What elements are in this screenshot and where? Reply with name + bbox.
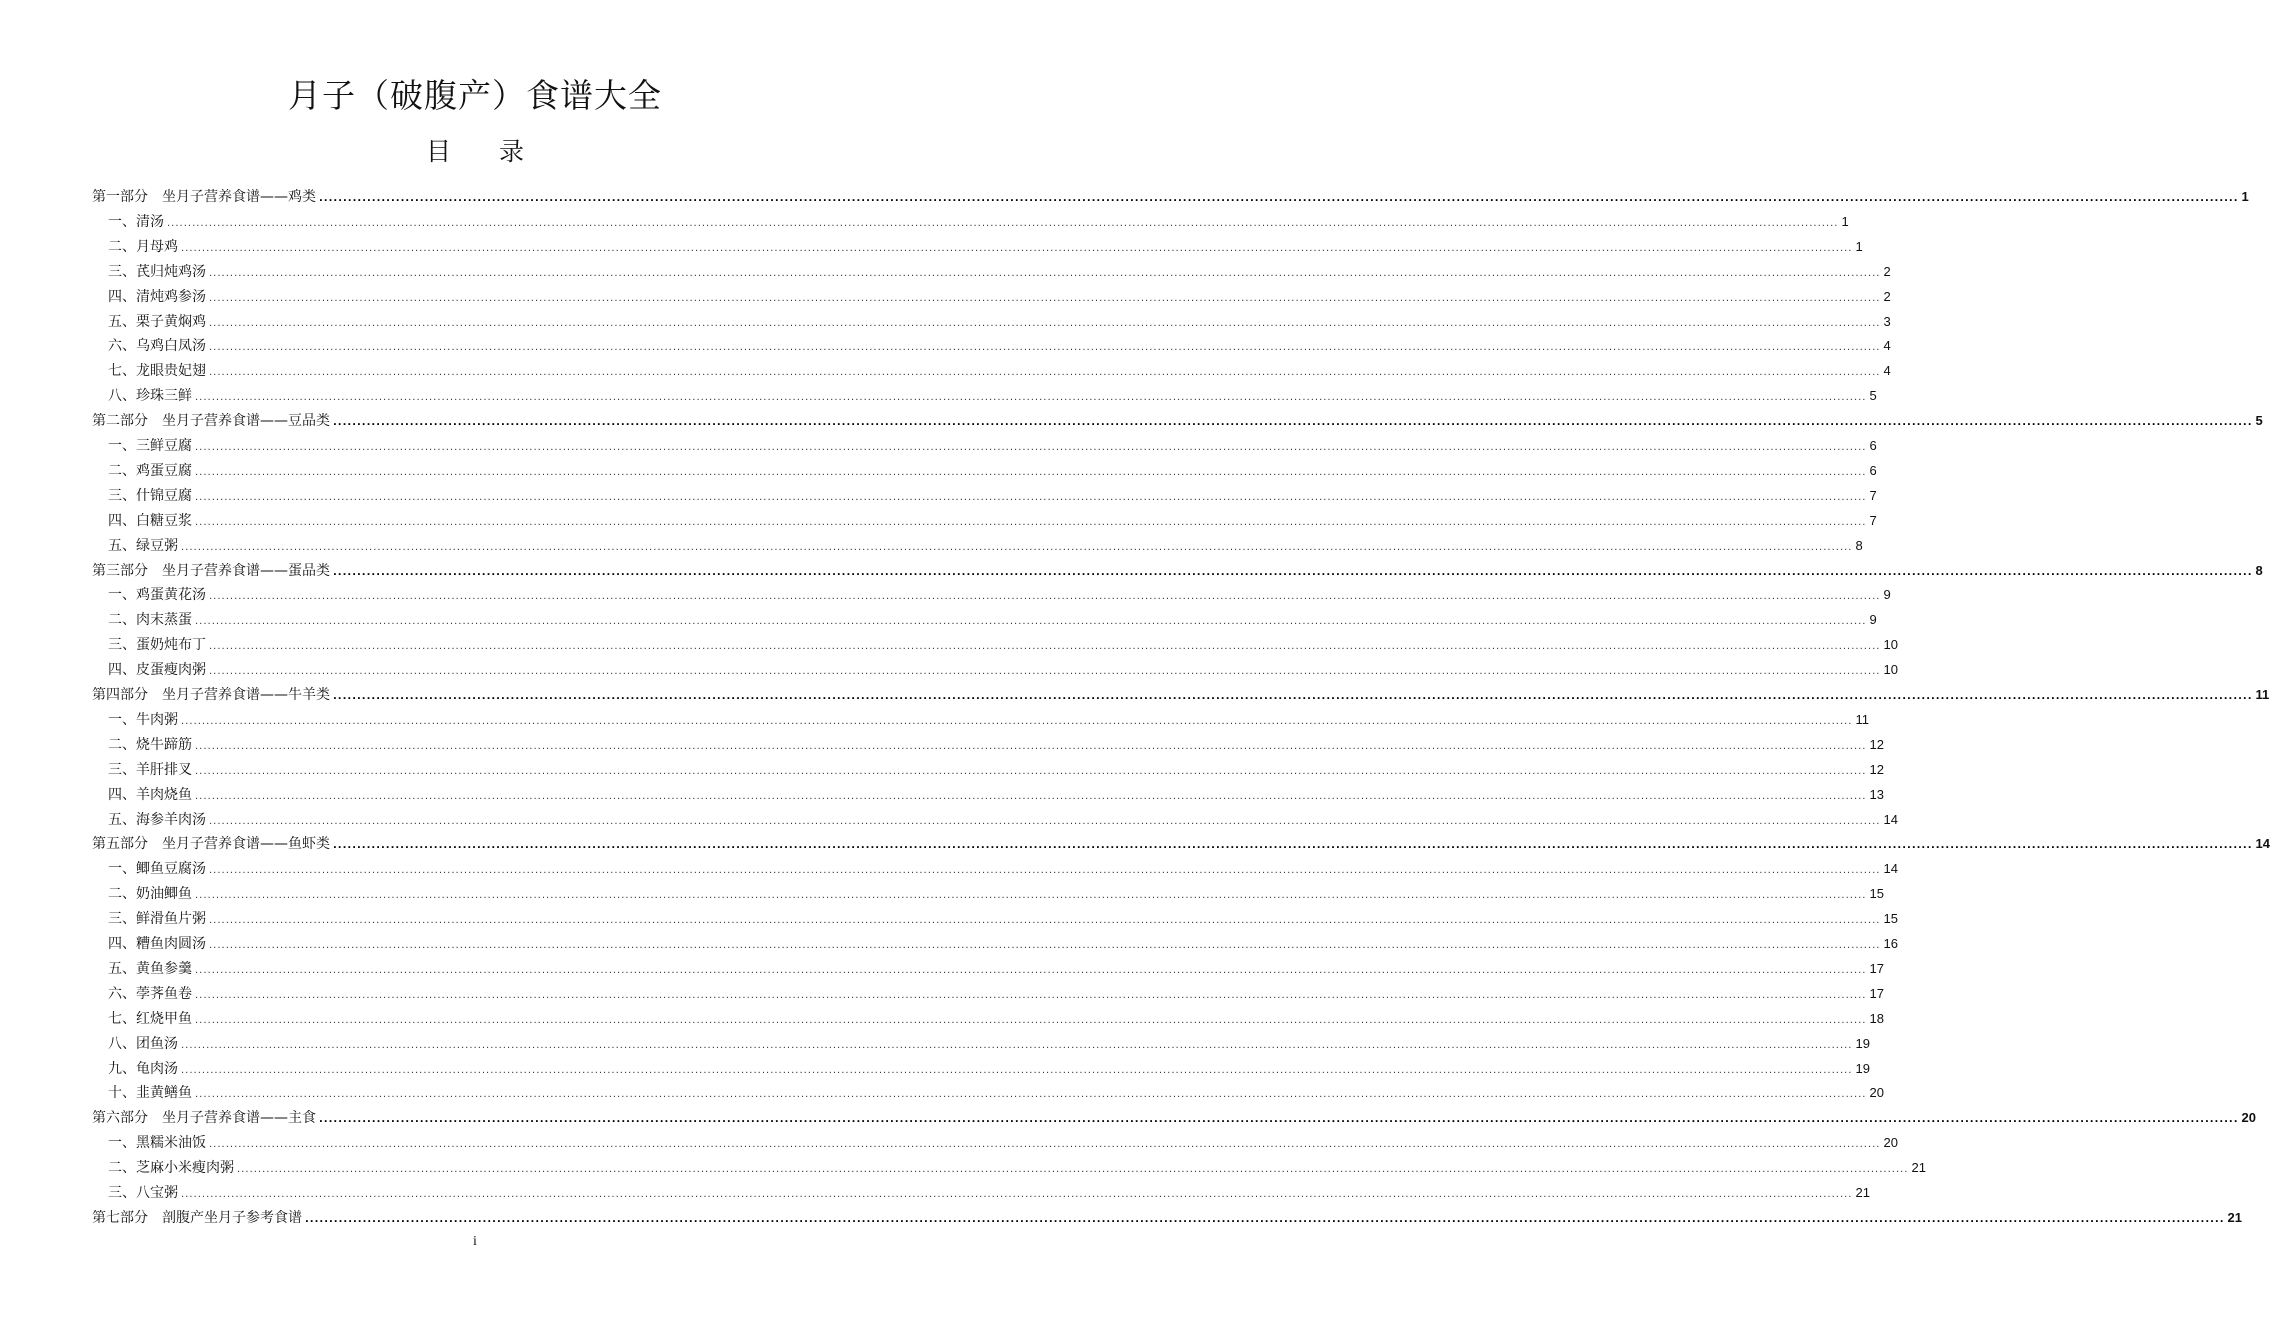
toc-item-entry[interactable] — [108, 609, 1877, 631]
toc-item-entry[interactable] — [108, 535, 1863, 557]
toc-dot-leader: ................................................................................................................................................................................................................................................................................................................................................................................................................ — [195, 616, 1867, 627]
toc-dot-leader: ................................................................................................................................................................................................................................................................................................................................................................................................................ — [209, 666, 1881, 677]
toc-entry-page-number: 14 — [1883, 861, 1898, 876]
toc-dot-leader: ................................................................................................................................................................................................................................................................................................................................................................................................................ — [209, 293, 1881, 304]
toc-entry-label: 第一部分 坐月子营养食谱——鸡类 — [92, 189, 316, 205]
toc-entry-page-number: 21 — [2227, 1210, 2242, 1225]
toc-part-entry[interactable] — [92, 560, 2263, 582]
toc-part-entry[interactable] — [92, 684, 2270, 706]
toc-dot-leader: ................................................................................................................................................................................................................................................................................................................................................................................................................ — [195, 791, 1867, 802]
toc-item-entry[interactable] — [108, 958, 1884, 980]
toc-entry-page-number: 7 — [1869, 488, 1877, 503]
toc-entry-label: 三、芪归炖鸡汤 — [108, 264, 206, 280]
toc-entry-label: 九、龟肉汤 — [108, 1061, 178, 1077]
toc-entry-page-number: 1 — [1855, 239, 1863, 254]
toc-entry-label: 三、蛋奶炖布丁 — [108, 637, 206, 653]
toc-entry-page-number: 5 — [2255, 413, 2263, 428]
toc-dot-leader: ................................................................................................................................................................................................................................................................................................................................................................................................................ — [181, 1040, 1853, 1051]
toc-entry-page-number: 4 — [1883, 338, 1891, 353]
toc-entry-label: 四、羊肉烧鱼 — [108, 787, 192, 803]
toc-entry-page-number: 13 — [1869, 787, 1884, 802]
toc-dot-leader: ................................................................................................................................................................................................................................................................................................................................................................................................................ — [209, 940, 1881, 951]
toc-entry-label: 三、八宝粥 — [108, 1185, 178, 1201]
toc-dot-leader: ................................................................................................................................................................................................................................................................................................................................................................................................................ — [195, 467, 1867, 478]
toc-item-entry[interactable] — [108, 435, 1877, 457]
toc-entry-page-number: 7 — [1869, 513, 1877, 528]
toc-dot-leader: ................................................................................................................................................................................................................................................................................................................................................................................................................ — [319, 193, 2239, 204]
toc-item-entry[interactable] — [108, 385, 1877, 407]
toc-dot-leader: ................................................................................................................................................................................................................................................................................................................................................................................................................ — [195, 965, 1867, 976]
toc-dot-leader: ................................................................................................................................................................................................................................................................................................................................................................................................................ — [195, 392, 1867, 403]
toc-dot-leader: ................................................................................................................................................................................................................................................................................................................................................................................................................ — [181, 542, 1853, 553]
toc-entry-page-number: 17 — [1869, 961, 1884, 976]
toc-item-entry[interactable] — [108, 908, 1898, 930]
toc-dot-leader: ................................................................................................................................................................................................................................................................................................................................................................................................................ — [305, 1214, 2225, 1225]
toc-entry-label: 二、月母鸡 — [108, 239, 178, 255]
toc-entry-page-number: 17 — [1869, 986, 1884, 1001]
toc-item-entry[interactable] — [108, 1008, 1884, 1030]
toc-entry-label: 第三部分 坐月子营养食谱——蛋品类 — [92, 563, 330, 579]
toc-entry-label: 第五部分 坐月子营养食谱——鱼虾类 — [92, 836, 330, 852]
toc-dot-leader: ................................................................................................................................................................................................................................................................................................................................................................................................................ — [195, 442, 1867, 453]
toc-entry-page-number: 19 — [1855, 1036, 1870, 1051]
toc-entry-label: 二、鸡蛋豆腐 — [108, 463, 192, 479]
toc-part-entry[interactable] — [92, 410, 2263, 432]
toc-dot-leader: ................................................................................................................................................................................................................................................................................................................................................................................................................ — [209, 268, 1881, 279]
toc-dot-leader: ................................................................................................................................................................................................................................................................................................................................................................................................................ — [195, 517, 1867, 528]
toc-entry-page-number: 21 — [1911, 1160, 1926, 1175]
toc-part-entry[interactable] — [92, 186, 2249, 208]
toc-item-entry[interactable] — [108, 1082, 1884, 1104]
toc-entry-label: 一、鸡蛋黄花汤 — [108, 587, 206, 603]
toc-entry-label: 十、韭黄鳝鱼 — [108, 1085, 192, 1101]
toc-entry-page-number: 19 — [1855, 1061, 1870, 1076]
toc-entry-label: 六、乌鸡白凤汤 — [108, 338, 206, 354]
document-title: 月子（破腹产）食谱大全 — [288, 76, 662, 115]
toc-item-entry[interactable] — [108, 659, 1898, 681]
toc-entry-page-number: 18 — [1869, 1011, 1884, 1026]
toc-entry-page-number: 16 — [1883, 936, 1898, 951]
toc-entry-page-number: 10 — [1883, 637, 1898, 652]
toc-item-entry[interactable] — [108, 236, 1863, 258]
toc-entry-label: 五、栗子黄焖鸡 — [108, 314, 206, 330]
toc-item-entry[interactable] — [108, 485, 1877, 507]
toc-dot-leader: ................................................................................................................................................................................................................................................................................................................................................................................................................ — [195, 890, 1867, 901]
toc-dot-leader: ................................................................................................................................................................................................................................................................................................................................................................................................................ — [209, 865, 1881, 876]
toc-dot-leader: ................................................................................................................................................................................................................................................................................................................................................................................................................ — [333, 840, 2253, 851]
toc-item-entry[interactable] — [108, 261, 1891, 283]
toc-entry-label: 四、糟鱼肉圆汤 — [108, 936, 206, 952]
toc-dot-leader: ................................................................................................................................................................................................................................................................................................................................................................................................................ — [195, 1015, 1867, 1026]
toc-part-entry[interactable] — [92, 1107, 2256, 1129]
toc-entry-page-number: 9 — [1869, 612, 1877, 627]
toc-dot-leader: ................................................................................................................................................................................................................................................................................................................................................................................................................ — [209, 915, 1881, 926]
toc-entry-label: 第四部分 坐月子营养食谱——牛羊类 — [92, 687, 330, 703]
toc-part-entry[interactable] — [92, 833, 2270, 855]
toc-entry-label: 三、羊肝排叉 — [108, 762, 192, 778]
toc-item-entry[interactable] — [108, 734, 1884, 756]
toc-item-entry[interactable] — [108, 983, 1884, 1005]
toc-dot-leader: ................................................................................................................................................................................................................................................................................................................................................................................................................ — [209, 591, 1881, 602]
toc-item-entry[interactable] — [108, 634, 1898, 656]
toc-entry-label: 二、肉末蒸蛋 — [108, 612, 192, 628]
toc-item-entry[interactable] — [108, 1132, 1898, 1154]
page-number-footer: i — [473, 1234, 477, 1249]
toc-dot-leader: ................................................................................................................................................................................................................................................................................................................................................................................................................ — [319, 1114, 2239, 1125]
toc-dot-leader: ................................................................................................................................................................................................................................................................................................................................................................................................................ — [333, 417, 2253, 428]
toc-item-entry[interactable] — [108, 883, 1884, 905]
toc-dot-leader: ................................................................................................................................................................................................................................................................................................................................................................................................................ — [209, 318, 1881, 329]
toc-item-entry[interactable] — [108, 335, 1891, 357]
toc-dot-leader: ................................................................................................................................................................................................................................................................................................................................................................................................................ — [333, 691, 2253, 702]
toc-entry-label: 二、奶油鲫鱼 — [108, 886, 192, 902]
toc-dot-leader: ................................................................................................................................................................................................................................................................................................................................................................................................................ — [209, 367, 1881, 378]
toc-entry-label: 第二部分 坐月子营养食谱——豆品类 — [92, 413, 330, 429]
toc-entry-page-number: 11 — [1855, 712, 1869, 727]
toc-dot-leader: ................................................................................................................................................................................................................................................................................................................................................................................................................ — [167, 218, 1839, 229]
toc-entry-label: 二、烧牛蹄筋 — [108, 737, 192, 753]
toc-entry-label: 八、团鱼汤 — [108, 1036, 178, 1052]
toc-entry-label: 八、珍珠三鲜 — [108, 388, 192, 404]
toc-entry-label: 一、牛肉粥 — [108, 712, 178, 728]
toc-item-entry[interactable] — [108, 460, 1877, 482]
toc-entry-page-number: 8 — [1855, 538, 1863, 553]
toc-item-entry[interactable] — [108, 858, 1898, 880]
toc-entry-page-number: 5 — [1869, 388, 1877, 403]
toc-item-entry[interactable] — [108, 211, 1849, 233]
toc-item-entry[interactable] — [108, 510, 1877, 532]
toc-dot-leader: ................................................................................................................................................................................................................................................................................................................................................................................................................ — [181, 716, 1853, 727]
toc-entry-label: 三、鲜滑鱼片粥 — [108, 911, 206, 927]
toc-entry-page-number: 10 — [1883, 662, 1898, 677]
toc-entry-page-number: 3 — [1883, 314, 1891, 329]
toc-entry-page-number: 14 — [2255, 836, 2270, 851]
toc-entry-page-number: 20 — [1869, 1085, 1884, 1100]
toc-entry-page-number: 12 — [1869, 737, 1884, 752]
toc-entry-label: 六、荸荠鱼卷 — [108, 986, 192, 1002]
toc-item-entry[interactable] — [108, 360, 1891, 382]
toc-item-entry[interactable] — [108, 1058, 1870, 1080]
toc-entry-page-number: 15 — [1883, 911, 1898, 926]
toc-entry-page-number: 4 — [1883, 363, 1891, 378]
toc-dot-leader: ................................................................................................................................................................................................................................................................................................................................................................................................................ — [209, 342, 1881, 353]
toc-item-entry[interactable] — [108, 759, 1884, 781]
toc-entry-label: 四、清炖鸡参汤 — [108, 289, 206, 305]
toc-entry-label: 五、黄鱼参羹 — [108, 961, 192, 977]
toc-entry-label: 五、海参羊肉汤 — [108, 812, 206, 828]
toc-entry-page-number: 9 — [1883, 587, 1891, 602]
toc-entry-label: 三、什锦豆腐 — [108, 488, 192, 504]
toc-entry-label: 五、绿豆粥 — [108, 538, 178, 554]
toc-entry-page-number: 8 — [2255, 563, 2263, 578]
toc-dot-leader: ................................................................................................................................................................................................................................................................................................................................................................................................................ — [209, 1139, 1881, 1150]
toc-entry-label: 二、芝麻小米瘦肉粥 — [108, 1160, 234, 1176]
toc-dot-leader: ................................................................................................................................................................................................................................................................................................................................................................................................................ — [195, 492, 1867, 503]
toc-entry-page-number: 1 — [1841, 214, 1849, 229]
toc-entry-page-number: 6 — [1869, 463, 1877, 478]
toc-entry-page-number: 14 — [1883, 812, 1898, 827]
toc-entry-label: 一、黑糯米油饭 — [108, 1135, 206, 1151]
toc-entry-page-number: 12 — [1869, 762, 1884, 777]
toc-entry-page-number: 1 — [2241, 189, 2249, 204]
toc-item-entry[interactable] — [108, 933, 1898, 955]
toc-dot-leader: ................................................................................................................................................................................................................................................................................................................................................................................................................ — [181, 1189, 1853, 1200]
toc-entry-page-number: 6 — [1869, 438, 1877, 453]
toc-item-entry[interactable] — [108, 286, 1891, 308]
toc-dot-leader: ................................................................................................................................................................................................................................................................................................................................................................................................................ — [237, 1164, 1909, 1175]
toc-entry-label: 第六部分 坐月子营养食谱——主食 — [92, 1110, 316, 1126]
toc-entry-label: 一、清汤 — [108, 214, 164, 230]
toc-dot-leader: ................................................................................................................................................................................................................................................................................................................................................................................................................ — [195, 741, 1867, 752]
toc-entry-label: 一、鲫鱼豆腐汤 — [108, 861, 206, 877]
toc-entry-label: 四、皮蛋瘦肉粥 — [108, 662, 206, 678]
toc-item-entry[interactable] — [108, 311, 1891, 333]
toc-item-entry[interactable] — [108, 709, 1869, 731]
toc-entry-label: 七、龙眼贵妃翅 — [108, 363, 206, 379]
toc-item-entry[interactable] — [108, 1157, 1926, 1179]
toc-entry-label: 第七部分 剖腹产坐月子参考食谱 — [92, 1210, 302, 1226]
toc-entry-label: 七、红烧甲鱼 — [108, 1011, 192, 1027]
toc-entry-page-number: 20 — [2241, 1110, 2256, 1125]
toc-item-entry[interactable] — [108, 1033, 1870, 1055]
toc-entry-page-number: 11 — [2255, 687, 2270, 702]
toc-entry-label: 一、三鲜豆腐 — [108, 438, 192, 454]
toc-item-entry[interactable] — [108, 1182, 1870, 1204]
toc-dot-leader: ................................................................................................................................................................................................................................................................................................................................................................................................................ — [181, 243, 1853, 254]
toc-entry-page-number: 2 — [1883, 264, 1891, 279]
toc-dot-leader: ................................................................................................................................................................................................................................................................................................................................................................................................................ — [195, 990, 1867, 1001]
toc-dot-leader: ................................................................................................................................................................................................................................................................................................................................................................................................................ — [333, 567, 2253, 578]
toc-entry-label: 四、白糖豆浆 — [108, 513, 192, 529]
toc-item-entry[interactable] — [108, 584, 1891, 606]
toc-dot-leader: ................................................................................................................................................................................................................................................................................................................................................................................................................ — [209, 641, 1881, 652]
toc-entry-page-number: 2 — [1883, 289, 1891, 304]
toc-dot-leader: ................................................................................................................................................................................................................................................................................................................................................................................................................ — [195, 1089, 1867, 1100]
toc-heading: 目 录 — [426, 137, 544, 166]
toc-item-entry[interactable] — [108, 784, 1884, 806]
toc-dot-leader: ................................................................................................................................................................................................................................................................................................................................................................................................................ — [195, 766, 1867, 777]
toc-entry-page-number: 15 — [1869, 886, 1884, 901]
toc-part-entry[interactable] — [92, 1207, 2242, 1229]
toc-dot-leader: ................................................................................................................................................................................................................................................................................................................................................................................................................ — [209, 816, 1881, 827]
toc-dot-leader: ................................................................................................................................................................................................................................................................................................................................................................................................................ — [181, 1065, 1853, 1076]
toc-entry-page-number: 20 — [1883, 1135, 1898, 1150]
toc-item-entry[interactable] — [108, 809, 1898, 831]
toc-entry-page-number: 21 — [1855, 1185, 1870, 1200]
